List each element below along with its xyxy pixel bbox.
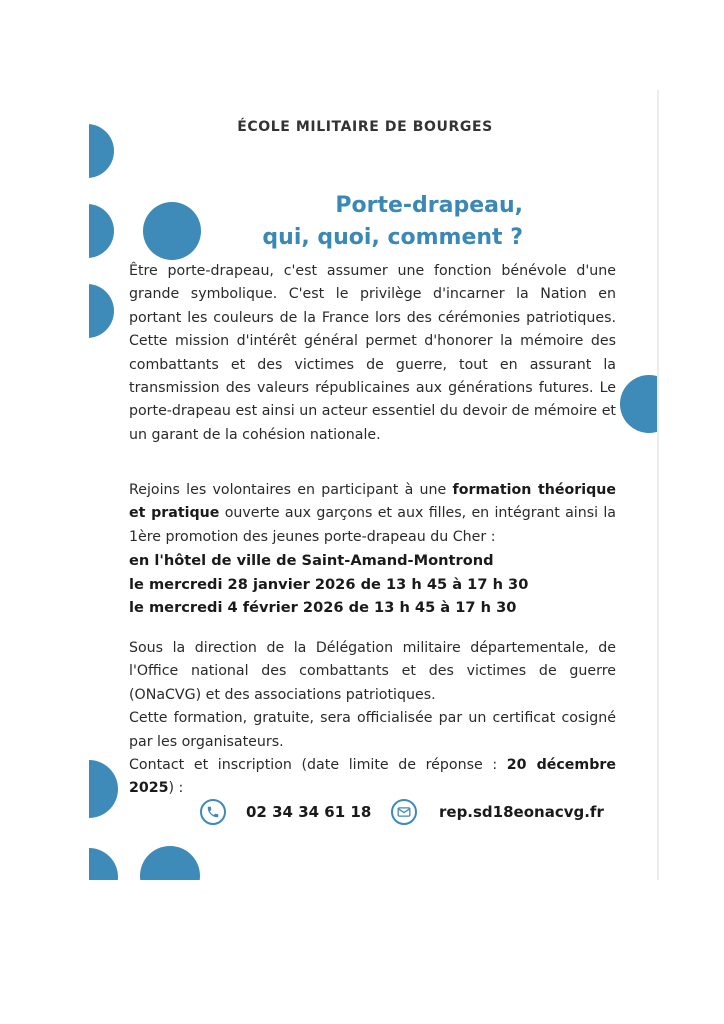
direction-text: Sous la direction de la Délégation militaire départementale, de l'Office national des combattants et des victimes de guerre (ONaCVG) et des associations patriotiques.: [129, 640, 616, 703]
training-location: en l'hôtel de ville de Saint-Amand-Montrond: [129, 552, 494, 570]
contact-text-before: Contact et inscription (date limite de réponse :: [129, 757, 507, 774]
intro-paragraph: Être porte-drapeau, c'est assumer une fonction bénévole d'une grande symbolique. C'est le privilège d'incarner la Nation en portant les couleurs de la France lors des cérémonies patriotiques. Cette mission d'intérêt général permet d'honorer la mémoire des combattants et des victimes de guerre, tout en assurant la transmission des valeurs républicaines aux générations futures. Le porte-drapeau est ainsi un acteur essentiel du devoir de mémoire et un garant de la cohésion nationale.: [129, 263, 616, 443]
title-line-1: Porte-drapeau,: [335, 193, 523, 218]
flyer-right-edge: [657, 90, 659, 880]
decorative-dot: [143, 202, 201, 260]
email-contact[interactable]: [391, 797, 604, 827]
training-text-before: Rejoins les volontaires en participant à une: [129, 482, 453, 498]
deadline-date: 20 décembre 2025: [129, 757, 616, 797]
phone-contact[interactable]: [200, 797, 371, 827]
phone-icon-glyph: [206, 805, 220, 819]
page-margin-right: [658, 0, 724, 1024]
school-name: ÉCOLE MILITAIRE DE BOURGES: [237, 119, 493, 135]
training-text-after: ouverte aux garçons et aux filles, en intégrant ainsi la 1ère promotion des jeunes porte-drapeau du Cher :: [129, 505, 616, 545]
flyer-title: [220, 190, 523, 254]
page-margin-bottom: [0, 880, 724, 1024]
training-session-1: le mercredi 28 janvier 2026 de 13 h 45 à 17 h 30: [129, 575, 529, 593]
envelope-icon-glyph: [397, 806, 411, 818]
phone-number: 02 34 34 61 18: [246, 803, 372, 821]
title-line-2: qui, quoi, comment ?: [262, 225, 523, 250]
phone-icon: [200, 799, 226, 825]
training-session-2: le mercredi 4 février 2026 de 13 h 45 à 17 h 30: [129, 599, 517, 617]
email-address: rep.sd18eonacvg.fr: [439, 803, 604, 821]
page-margin-left: [0, 0, 89, 1024]
direction-paragraph: [129, 637, 616, 801]
certificate-text: Cette formation, gratuite, sera officialisée par un certificat cosigné par les organisateurs.: [129, 710, 616, 750]
training-highlight: formation théorique et pratique: [129, 482, 617, 522]
contact-line: [129, 754, 616, 801]
envelope-icon: [391, 799, 417, 825]
training-paragraph: [129, 479, 616, 619]
contact-text-after: ) :: [168, 780, 184, 797]
